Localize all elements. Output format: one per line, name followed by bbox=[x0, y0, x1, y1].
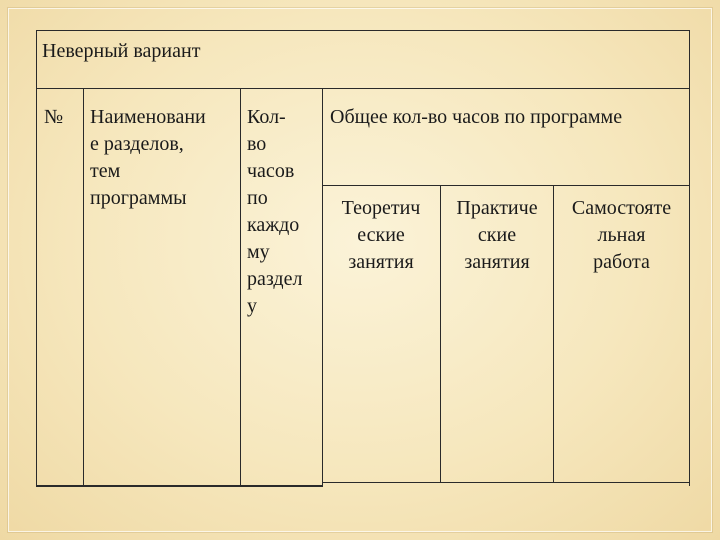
header-theory: Теоретич еские занятия bbox=[341, 197, 421, 273]
table-caption: Неверный вариант bbox=[42, 40, 201, 62]
col-divider-3 bbox=[322, 88, 323, 486]
table-border-right bbox=[689, 30, 690, 486]
col-divider-1 bbox=[83, 88, 84, 486]
header-self-study: Самостояте льная работа bbox=[571, 197, 672, 273]
table-border-bottom-right bbox=[323, 482, 690, 483]
header-total-hours: Общее кол-во часов по программе bbox=[330, 106, 623, 128]
subheader-divider bbox=[322, 185, 690, 186]
table-border-bottom-left bbox=[36, 485, 323, 487]
header-number: № bbox=[44, 106, 64, 128]
header-section-name: Наименовани е разделов, тем программы bbox=[90, 106, 206, 209]
caption-row-divider bbox=[36, 88, 690, 89]
header-hours-per-section: Кол- во часов по каждо му раздел у bbox=[247, 106, 303, 317]
table-border-top bbox=[36, 30, 690, 31]
table-border-left bbox=[36, 30, 37, 486]
col-divider-2 bbox=[240, 88, 241, 486]
header-practice: Практиче ские занятия bbox=[456, 197, 538, 273]
